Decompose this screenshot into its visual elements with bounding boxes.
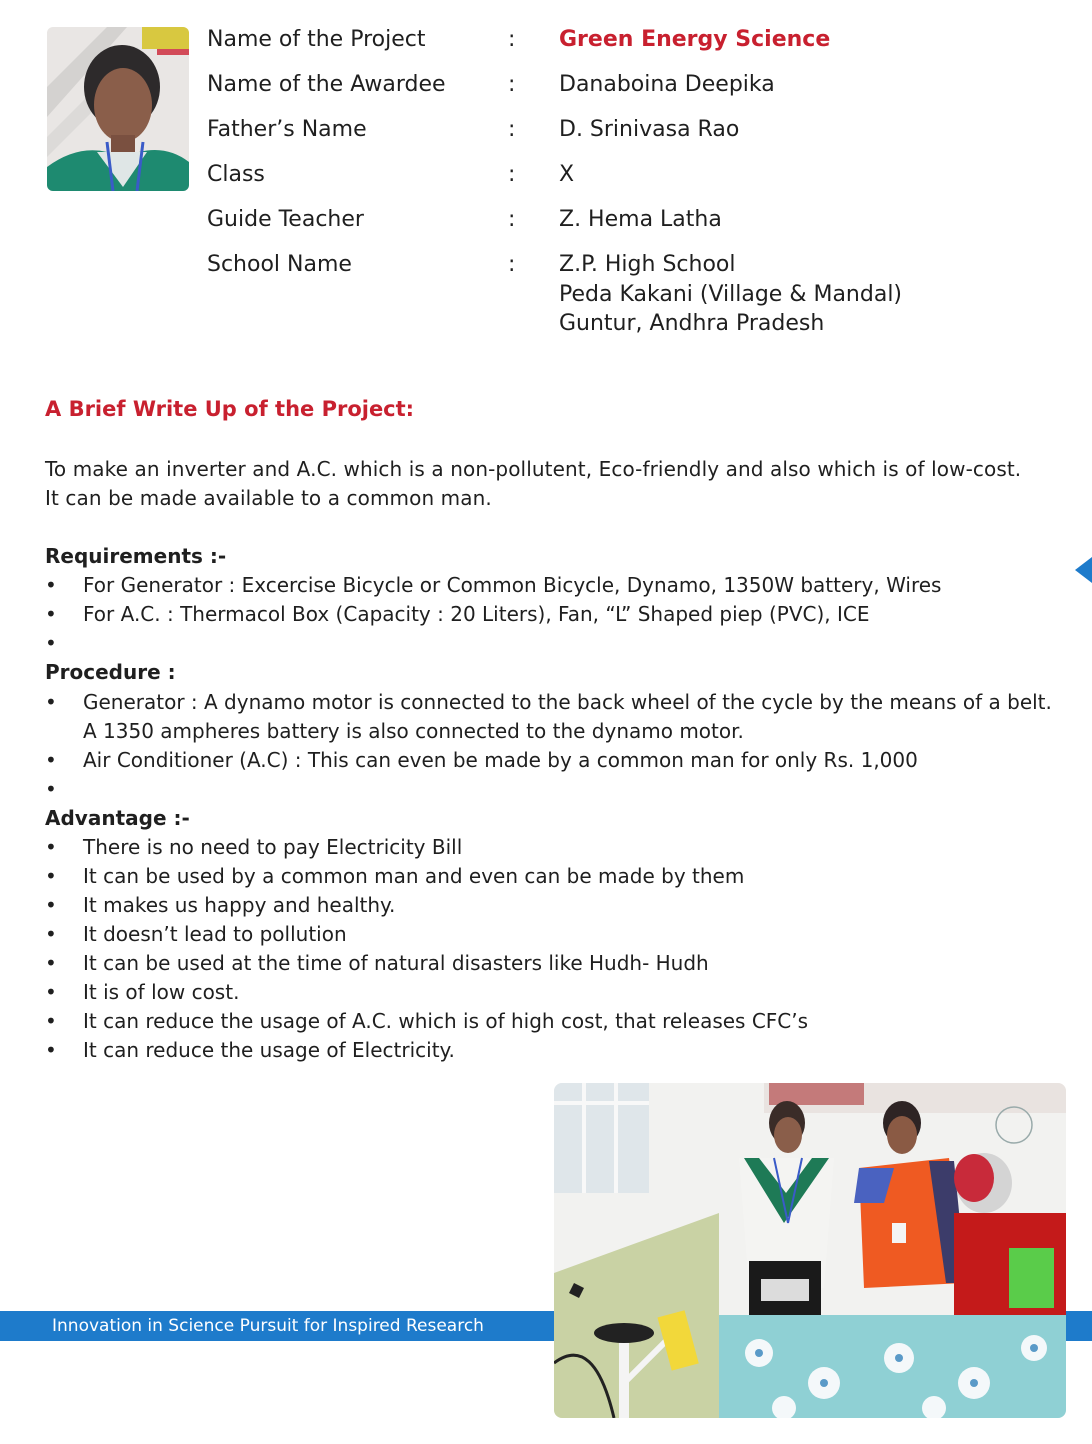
awardee-name: Danaboina Deepika [559,72,775,97]
bullet-icon: • [45,602,57,626]
info-label: Name of the Project [207,27,426,52]
awardee-portrait [47,27,189,191]
bullet-icon: • [45,864,57,888]
school-address [559,250,902,339]
procedure-title: Procedure : [45,660,176,684]
advantage-title: Advantage :- [45,806,190,830]
intro-line: It can be made available to a common man. [45,486,492,510]
bullet-icon: • [45,1009,57,1033]
project-photo [554,1083,1066,1418]
info-colon: : [508,72,516,97]
advantage-text: It can reduce the usage of Electricity. [83,1038,455,1062]
bullet-icon: • [45,922,57,946]
info-colon: : [508,252,516,277]
advantage-text: It makes us happy and healthy. [83,893,396,917]
bullet-icon: • [45,980,57,1004]
bullet-icon: • [45,1038,57,1062]
footer-tagline: Innovation in Science Pursuit for Inspired Research [52,1316,484,1336]
procedure-text: Air Conditioner (A.C) : This can even be made by a common man for only Rs. 1,000 [83,748,918,772]
school-line: Peda Kakani (Village & Mandal) [559,281,903,307]
advantage-text: It doesn’t lead to pollution [83,922,347,946]
class-value: X [559,162,575,187]
procedure-text: A 1350 ampheres battery is also connected to the dynamo motor. [83,719,744,743]
info-colon: : [508,162,516,187]
info-label: School Name [207,252,352,277]
project-name: Green Energy Science [559,27,831,52]
school-line: Guntur, Andhra Pradesh [559,311,825,336]
bullet-icon: • [45,631,57,655]
info-label: Class [207,162,265,187]
intro-line: To make an inverter and A.C. which is a non-pollutent, Eco-friendly and also which is of low-cost. [45,457,1022,481]
requirement-text: For Generator : Excercise Bicycle or Common Bicycle, Dynamo, 1350W battery, Wires [83,573,942,597]
bullet-icon: • [45,951,57,975]
info-colon: : [508,27,516,52]
writeup-heading: A Brief Write Up of the Project: [45,397,415,421]
father-name: D. Srinivasa Rao [559,117,740,142]
bullet-icon: • [45,573,57,597]
guide-teacher-name: Z. Hema Latha [559,207,722,232]
portrait-image [47,27,189,191]
bullet-icon: • [45,777,57,801]
bullet-icon: • [45,835,57,859]
requirement-text: For A.C. : Thermacol Box (Capacity : 20 Liters), Fan, “L” Shaped piep (PVC), ICE [83,602,870,626]
bullet-icon: • [45,748,57,772]
advantage-text: It is of low cost. [83,980,240,1004]
requirements-title: Requirements :- [45,544,227,568]
advantage-text: It can reduce the usage of A.C. which is of high cost, that releases CFC’s [83,1009,809,1033]
procedure-text: Generator : A dynamo motor is connected to the back wheel of the cycle by the means of a belt. [83,690,1052,714]
advantage-text: There is no need to pay Electricity Bill [83,835,463,859]
advantage-text: It can be used by a common man and even can be made by them [83,864,745,888]
info-label: Guide Teacher [207,207,364,232]
school-line: Z.P. High School [559,252,736,277]
info-label: Name of the Awardee [207,72,446,97]
bullet-icon: • [45,893,57,917]
bullet-icon: • [45,690,57,714]
info-colon: : [508,207,516,232]
page-marker-triangle-icon [1075,557,1092,583]
advantage-text: It can be used at the time of natural disasters like Hudh- Hudh [83,951,709,975]
info-label: Father’s Name [207,117,367,142]
project-photo-image [554,1083,1066,1418]
info-colon: : [508,117,516,142]
